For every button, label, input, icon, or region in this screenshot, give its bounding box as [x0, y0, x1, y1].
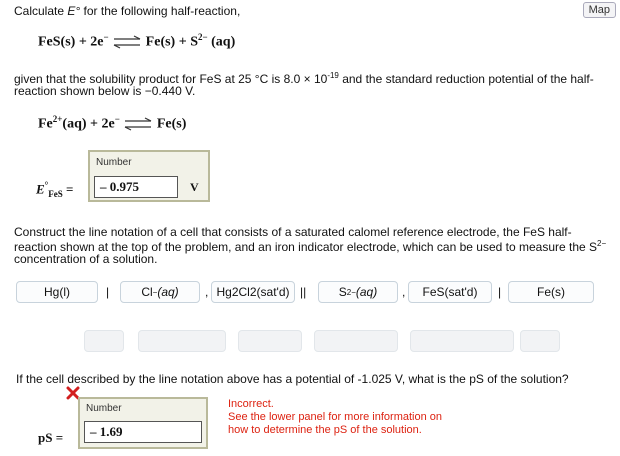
- drop-slot[interactable]: [314, 330, 398, 352]
- fe-half-reaction: $Fe^{2+}(aq) + 2e^-$ Fe(s): [38, 114, 187, 132]
- chip-chloride[interactable]: Cl − (aq): [120, 281, 200, 303]
- feedback-panel: [228, 398, 442, 437]
- separator-single: |: [106, 285, 110, 299]
- feedback-line: See the lower panel for more information on: [228, 411, 443, 423]
- drop-slot[interactable]: [238, 330, 302, 352]
- efes-label: $E^\circ_{FeS}$ =: [36, 180, 74, 199]
- chip-fe[interactable]: Fe(s): [508, 281, 594, 303]
- separator-comma: ,: [402, 285, 406, 299]
- chip-calomel[interactable]: Hg2Cl2(sat'd): [211, 281, 295, 303]
- feedback-line: how to determine the pS of the solution.: [228, 424, 422, 436]
- e-standard-symbol: E°: [67, 4, 81, 18]
- number-caption: Number: [86, 403, 122, 414]
- answer-box-efes: [88, 150, 210, 202]
- drop-slot[interactable]: [84, 330, 124, 352]
- question-prompt: Calculate E° for the following half-reaction,: [14, 4, 241, 18]
- chip-hg[interactable]: Hg(l): [16, 281, 98, 303]
- separator-double: ||: [300, 285, 307, 299]
- drop-slot[interactable]: [520, 330, 560, 352]
- unit-label: V: [190, 180, 199, 194]
- line-notation-prompt: Construct the line notation of a cell that consists of a saturated calomel reference electrode, the FeS half-reaction shown at the top of the problem, and an iron indicator electrode, which can be used to measure the $S^{2-}$ concentration of a solution.: [14, 225, 607, 266]
- drop-slot[interactable]: [138, 330, 226, 352]
- fes-half-reaction: FeS(s) + 2e− $Fe(s) + S^{2-}$ (aq): [38, 32, 236, 50]
- map-button[interactable]: Map: [583, 2, 616, 18]
- given-info-text: given that the solubility product for FeS at 25 °C is $8.0 \times 10^{-19}$ and the standard reduction potential of the half-reaction shown below is −0.440 V.: [14, 71, 594, 98]
- feedback-title: Incorrect.: [228, 398, 274, 410]
- ps-input[interactable]: – 1.69: [84, 421, 202, 443]
- separator-single: |: [498, 285, 502, 299]
- drop-slot[interactable]: [410, 330, 514, 352]
- equilibrium-arrows-icon: [112, 35, 142, 49]
- separator-comma: ,: [205, 285, 209, 299]
- chip-fes[interactable]: FeS(sat'd): [408, 281, 492, 303]
- efes-input[interactable]: – 0.975: [94, 176, 178, 198]
- chip-sulfide[interactable]: S 2− (aq): [318, 281, 398, 303]
- equilibrium-arrows-icon: [123, 117, 153, 131]
- answer-box-ps: [78, 397, 208, 449]
- ps-question-prompt: If the cell described by the line notation above has a potential of -1.025 V, what is the pS of the solution?: [16, 372, 569, 386]
- number-caption: Number: [96, 157, 132, 168]
- ps-label: pS =: [38, 430, 64, 445]
